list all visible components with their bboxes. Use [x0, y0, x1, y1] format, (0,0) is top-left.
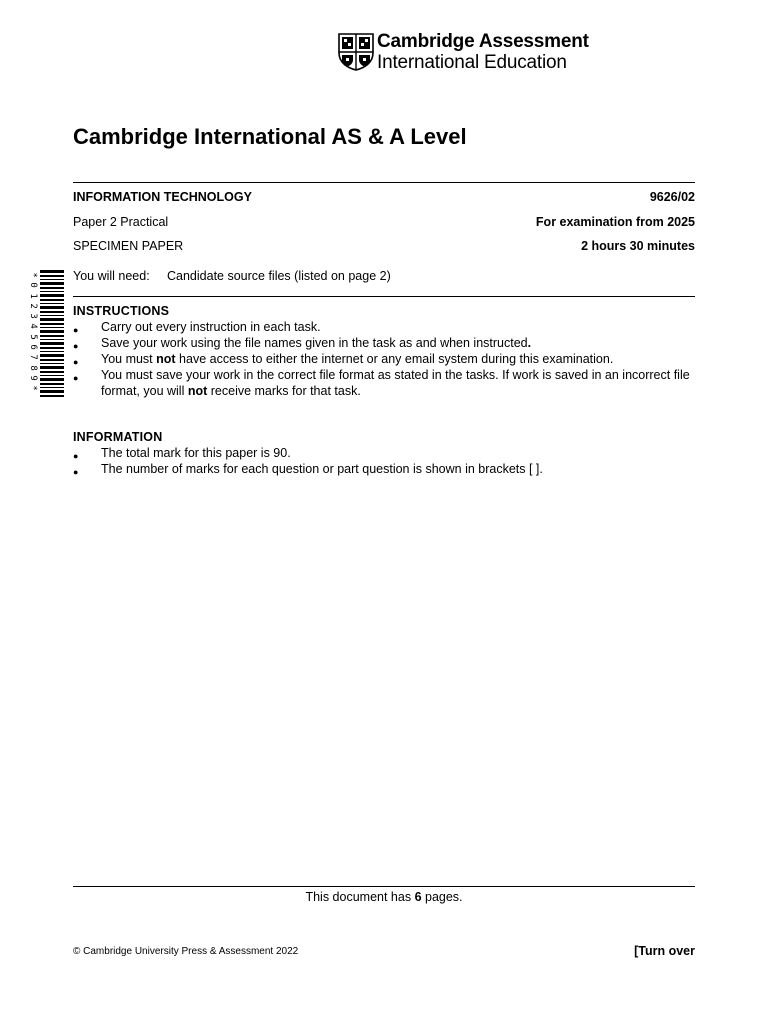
information-item [73, 445, 698, 461]
barcode-digit: 1 [28, 293, 39, 299]
instruction-text-bold: . [527, 336, 532, 350]
instruction-item [73, 319, 698, 335]
barcode-bar [40, 323, 64, 325]
syllabus-code: 9626/02 [649, 190, 695, 204]
barcode-bar [40, 371, 64, 373]
page-count-post: pages. [421, 890, 463, 904]
barcode-bar [40, 299, 64, 301]
divider [73, 886, 695, 887]
crest-icon [338, 33, 374, 71]
instruction-item [73, 335, 698, 351]
paper-type: SPECIMEN PAPER [73, 239, 184, 253]
logo-line2: International Education [377, 52, 567, 73]
barcode-bar [40, 270, 64, 273]
barcode-bar [40, 294, 64, 297]
barcode-bar [40, 279, 64, 280]
bullet-icon: ● [73, 467, 79, 477]
barcode-bar [40, 383, 64, 385]
barcode-bar [40, 287, 64, 289]
barcode-digit: 2 [28, 303, 39, 309]
instruction-item [73, 351, 698, 367]
instruction-text-pre: You must save your work in the correct file format as stated in the tasks. If work is saved in an incorrect file format, you will [101, 368, 690, 398]
barcode [28, 270, 64, 400]
instructions-heading: INSTRUCTIONS [73, 304, 170, 318]
barcode-bar [40, 339, 64, 340]
turn-over: [Turn over [634, 944, 695, 958]
barcode-bar [40, 306, 64, 309]
cambridge-logo [338, 30, 588, 74]
bullet-icon: ● [73, 341, 79, 351]
information-text-text: The number of marks for each question or part question is shown in brackets [ ]. [101, 462, 543, 476]
barcode-digit: 3 [28, 313, 39, 320]
barcode-bar [40, 291, 64, 292]
subject-name: INFORMATION TECHNOLOGY [73, 190, 252, 204]
information-text-text: The total mark for this paper is 90. [101, 446, 291, 460]
copyright: © Cambridge University Press & Assessment 2022 [73, 946, 299, 957]
barcode-digit: * [28, 385, 39, 392]
information-heading: INFORMATION [73, 430, 163, 444]
barcode-digit: 0 [28, 282, 39, 289]
page-title: Cambridge International AS & A Level [73, 124, 467, 149]
barcode-bar [40, 282, 64, 285]
duration: 2 hours 30 minutes [581, 239, 695, 253]
barcode-bar [40, 335, 64, 337]
page-count-number: 6 [414, 890, 422, 904]
barcode-digit: 5 [28, 334, 39, 340]
exam-from: For examination from 2025 [535, 215, 695, 229]
need-value: Candidate source files (listed on page 2) [167, 269, 391, 283]
information-item [73, 461, 698, 477]
divider [73, 296, 695, 297]
barcode-digit: 4 [28, 323, 39, 330]
bullet-icon: ● [73, 325, 79, 335]
instruction-text-pre: Save your work using the file names given in the task as and when instructed [101, 336, 528, 350]
divider [73, 182, 695, 183]
instruction-text-post: receive marks for that task. [207, 384, 361, 398]
barcode-bar [40, 387, 64, 388]
barcode-bars [40, 270, 64, 400]
barcode-bar [40, 375, 64, 376]
page-count-pre: This document has [305, 890, 415, 904]
instruction-text-post: have access to either the internet or any email system during this examination. [175, 352, 614, 366]
instruction-text-pre: You must [101, 352, 157, 366]
barcode-bar [40, 303, 64, 304]
barcode-digit: 8 [28, 365, 39, 371]
barcode-bar [40, 342, 64, 345]
bullet-icon: ● [73, 373, 79, 383]
barcode-bar [40, 363, 64, 364]
bullet-icon: ● [73, 357, 79, 367]
instruction-text-bold: not [187, 384, 208, 398]
barcode-bar [40, 315, 64, 316]
barcode-digit: 6 [28, 344, 39, 350]
barcode-bar [40, 327, 64, 328]
barcode-bar [40, 347, 64, 349]
instruction-text-bold: not [156, 352, 176, 366]
barcode-bar [40, 359, 64, 361]
barcode-bar [40, 275, 64, 277]
barcode-digit: * [28, 272, 39, 278]
barcode-digits [28, 270, 38, 394]
barcode-digit: 7 [28, 354, 39, 361]
barcode-bar [40, 390, 64, 393]
you-will-need [73, 269, 391, 283]
instruction-text-pre: Carry out every instruction in each task. [101, 320, 321, 334]
barcode-bar [40, 378, 64, 381]
page-count [73, 890, 695, 904]
instruction-item [73, 367, 698, 399]
barcode-bar [40, 366, 64, 369]
logo-line1: Cambridge Assessment [377, 31, 589, 52]
bullet-icon: ● [73, 451, 79, 461]
barcode-bar [40, 354, 64, 357]
barcode-bar [40, 330, 64, 333]
paper-name: Paper 2 Practical [73, 215, 169, 229]
barcode-bar [40, 311, 64, 313]
information-list [73, 445, 698, 477]
barcode-digit: 9 [28, 375, 39, 381]
instructions-list [73, 319, 698, 399]
barcode-bar [40, 351, 64, 352]
need-label: You will need: [73, 269, 150, 283]
barcode-bar [40, 395, 64, 397]
barcode-bar [40, 318, 64, 321]
